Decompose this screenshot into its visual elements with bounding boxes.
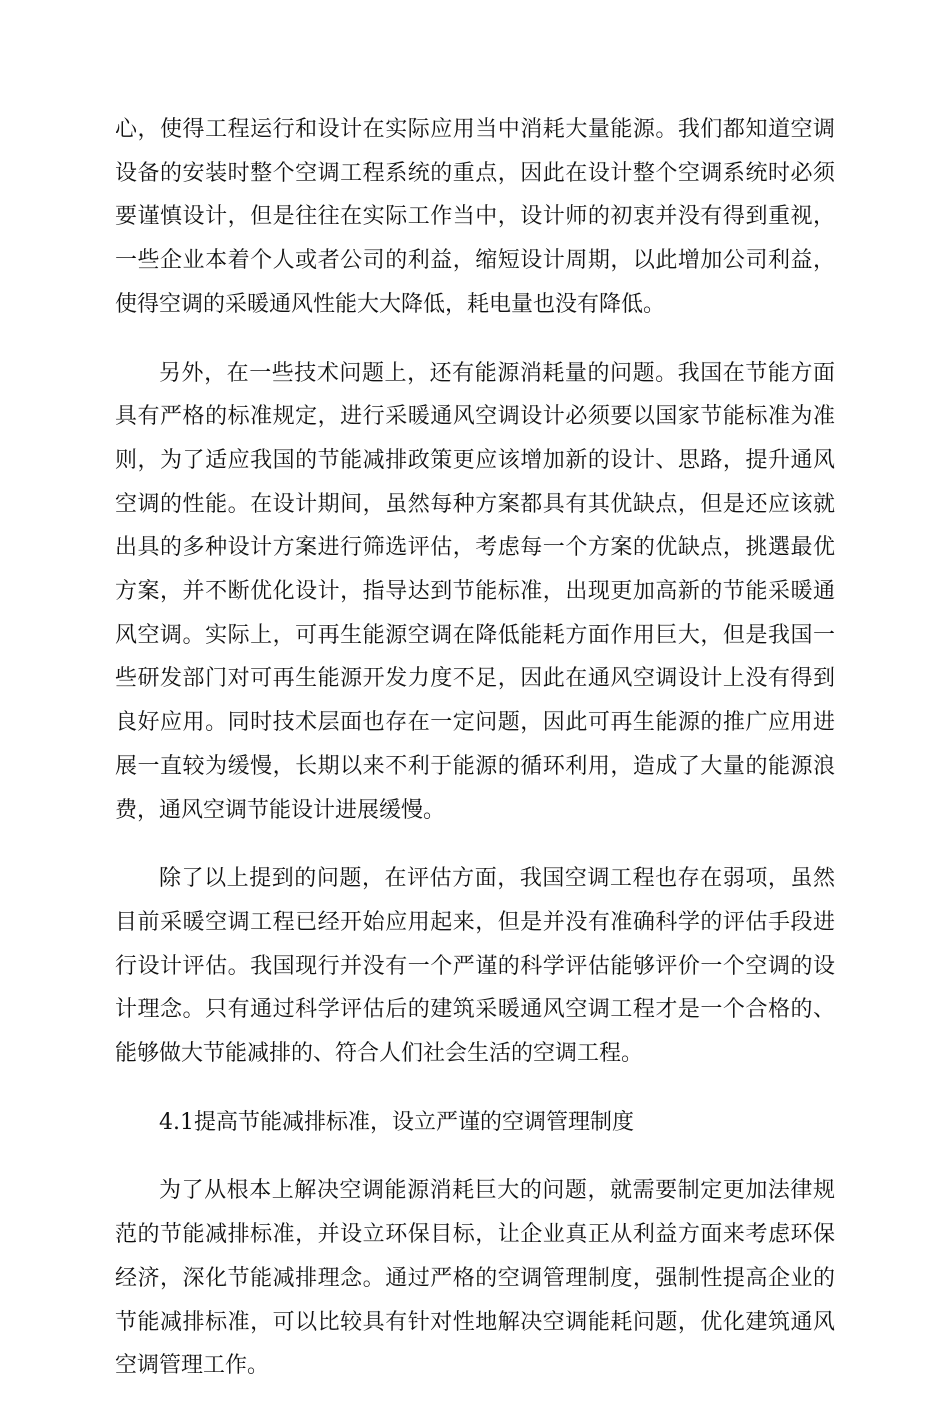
document-body <box>115 108 835 1413</box>
paragraph-continuation: 心，使得工程运行和设计在实际应用当中消耗大量能源。我们都知道空调设备的安装时整个空调工程系统的重点，因此在设计整个空调系统时必须要谨慎设计，但是往往在实际工作当中，设计师的初衷并没有得到重视，一些企业本着个人或者公司的利益，缩短设计周期，以此增加公司利益，使得空调的采暖通风性能大大降低，耗电量也没有降低。 <box>115 117 835 317</box>
paragraph-evaluation: 除了以上提到的问题，在评估方面，我国空调工程也存在弱项，虽然目前采暖空调工程已经开始应用起来，但是并没有准确科学的评估手段进行设计评估。我国现行并没有一个严谨的科学评估能够评价一个空调的设计理念。只有通过科学评估后的建筑采暖通风空调工程才是一个合格的、能够做大节能减排的、符合人们社会生活的空调工程。 <box>115 866 835 1067</box>
paragraph-technical-issues: 另外，在一些技术问题上，还有能源消耗量的问题。我国在节能方面具有严格的标准规定，进行采暖通风空调设计必须要以国家节能标准为准则，为了适应我国的节能减排政策更应该增加新的设计、思路，提升通风空调的性能。在设计期间，虽然每种方案都具有其优缺点，但是还应该就出具的多种设计方案进行筛选评估，考虑每一个方案的优缺点，挑選最优方案，并不断优化设计，指导达到节能标准，出现更加高新的节能采暖通风空调。实际上，可再生能源空调在降低能耗方面作用巨大，但是我国一些研发部门对可再生能源开发力度不足，因此在通风空调设计上没有得到良好应用。同时技术层面也存在一定问题，因此可再生能源的推广应用进展一直较为缓慢，长期以来不利于能源的循环利用，造成了大量的能源浪费，通风空调节能设计进展缓慢。 <box>115 360 835 823</box>
paragraph-standards: 为了从根本上解决空调能源消耗巨大的问题，就需要制定更加法律规范的节能减排标准，并设立环保目标，让企业真正从利益方面来考虑环保经济，深化节能减排理念。通过严格的空调管理制度，强制性提高企业的节能减排标准，可以比较具有针对性地解决空调能耗问题，优化建筑通风空调管理工作。 <box>115 1178 835 1379</box>
section-heading: 4.1提高节能减排标准，设立严谨的空调管理制度 <box>159 1109 634 1135</box>
